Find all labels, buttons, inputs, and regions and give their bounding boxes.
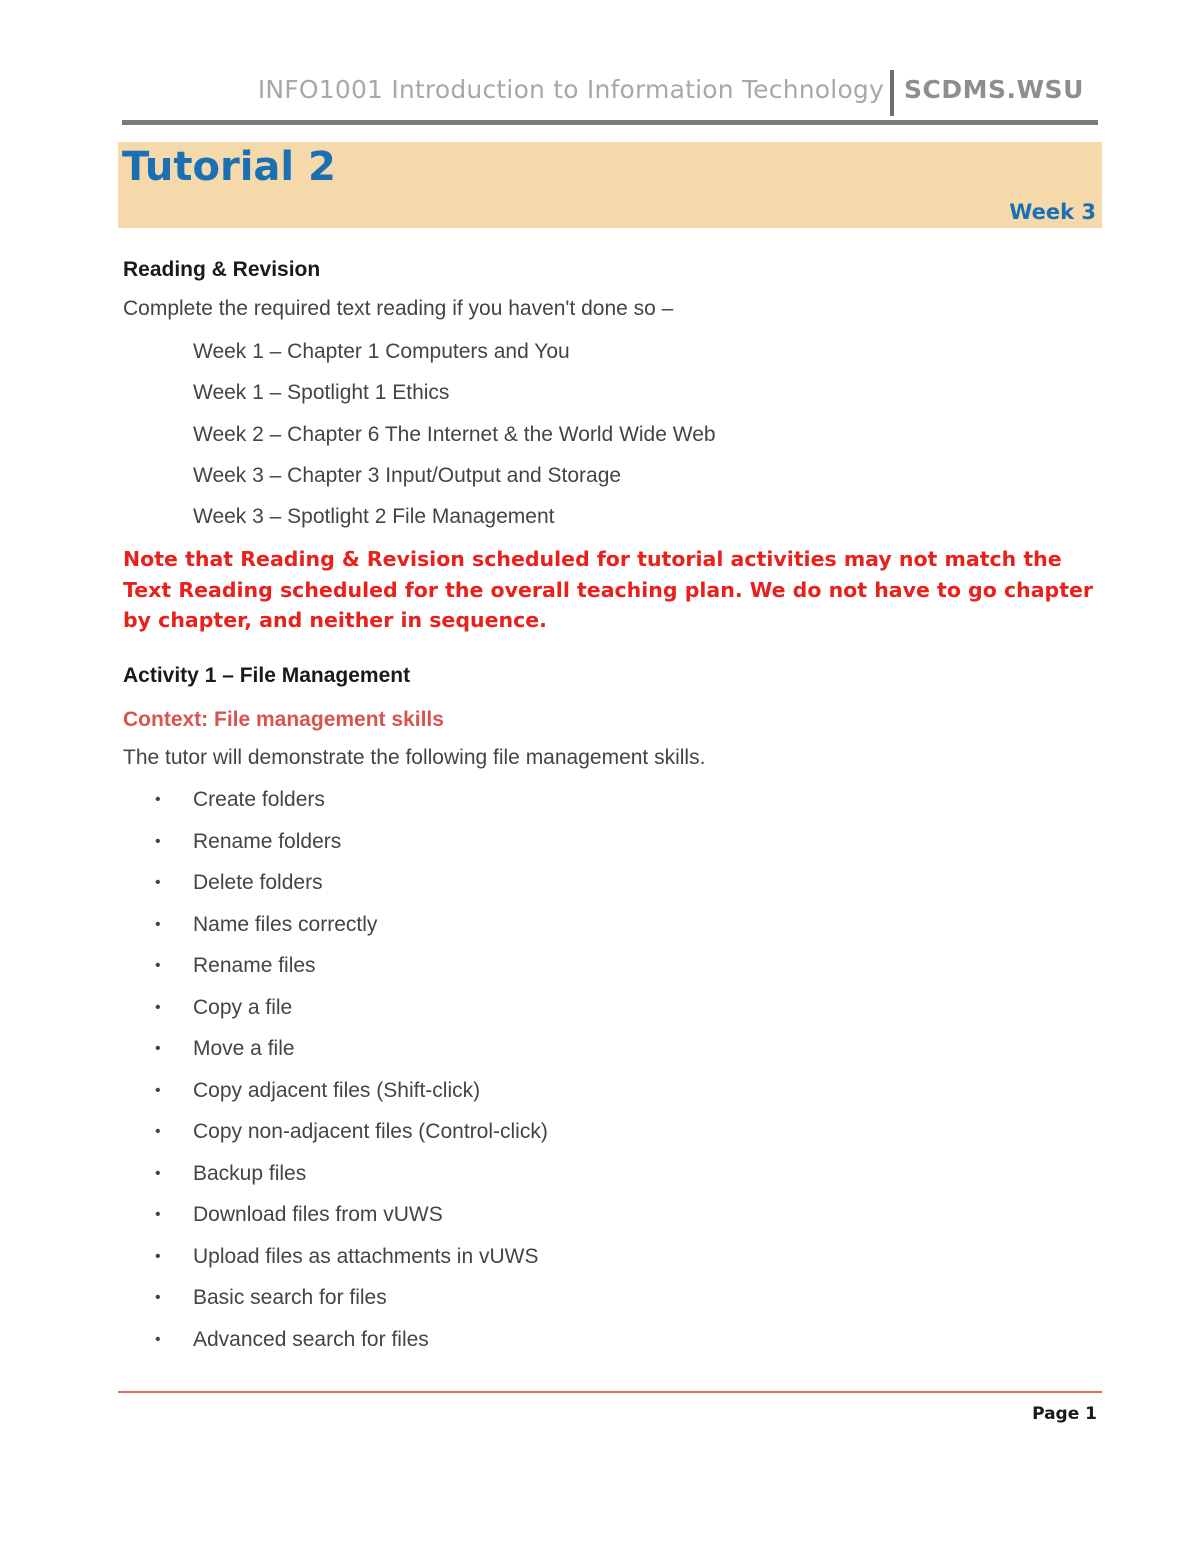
list-item	[155, 869, 548, 911]
activity-intro: The tutor will demonstrate the following file management skills.	[123, 746, 706, 769]
page-title: Tutorial 2	[122, 144, 336, 190]
list-item	[155, 1243, 548, 1285]
skill-text: Upload files as attachments in vUWS	[193, 1244, 539, 1268]
skills-list	[155, 786, 548, 1367]
bullet-icon: •	[155, 1289, 161, 1306]
note-text: scheduled for the overall teaching plan. We do not have to go chapter by chapter, and neither in sequence.	[123, 577, 1094, 632]
skill-text: Basic search for files	[193, 1286, 387, 1309]
bullet-icon: •	[155, 832, 161, 850]
reading-list	[193, 338, 716, 544]
skill-text: Backup files	[193, 1161, 307, 1185]
bullet-icon: •	[155, 957, 161, 974]
note-text: Note that	[123, 547, 241, 571]
reading-intro: Complete the required text reading if you haven't done so –	[123, 297, 674, 320]
bullet-icon: •	[155, 1123, 161, 1140]
reading-item: Week 2 – Chapter 6 The Internet & the World Wide Web	[193, 422, 716, 446]
reading-heading: Reading & Revision	[123, 258, 321, 281]
list-item	[155, 1077, 548, 1119]
note-text: scheduled for tutorial activities may not match the	[464, 547, 1062, 571]
bullet-icon: •	[155, 1081, 161, 1099]
skill-text: Copy non-adjacent files (Control-click)	[193, 1120, 548, 1143]
skill-text: Name files correctly	[193, 912, 378, 936]
skill-text: Move a file	[193, 1037, 295, 1060]
bullet-icon: •	[155, 1040, 161, 1057]
list-item	[155, 786, 548, 828]
list-item	[155, 828, 548, 870]
list-item	[155, 911, 548, 953]
week-label: Week 3	[1009, 200, 1096, 224]
reading-item: Week 1 – Chapter 1 Computers and You	[193, 340, 570, 363]
reading-item: Week 1 – Spotlight 1 Ethics	[193, 381, 450, 405]
title-banner	[118, 142, 1102, 228]
list-item	[155, 1326, 548, 1368]
org-name: SCDMS.WSU	[904, 75, 1084, 104]
reading-item: Week 3 – Spotlight 2 File Management	[193, 505, 555, 529]
skill-text: Copy a file	[193, 995, 293, 1019]
list-item	[155, 1035, 548, 1077]
context-heading: Context: File management skills	[123, 708, 444, 731]
skill-text: Advanced search for files	[193, 1327, 429, 1351]
bullet-icon: •	[155, 998, 161, 1016]
bullet-icon: •	[155, 791, 161, 808]
skill-text: Create folders	[193, 788, 325, 811]
course-title: INFO1001 Introduction to Information Technology	[257, 75, 884, 104]
skill-text: Rename folders	[193, 829, 342, 853]
footer-divider	[118, 1391, 1102, 1393]
bullet-icon: •	[155, 1164, 161, 1182]
page-header	[122, 70, 1098, 125]
header-divider	[890, 70, 894, 116]
skill-text: Copy adjacent files (Shift-click)	[193, 1078, 481, 1102]
list-item	[155, 1201, 548, 1243]
page-number: Page 1	[1032, 1404, 1097, 1424]
reading-note	[123, 544, 1103, 636]
bullet-icon: •	[155, 1330, 161, 1348]
skill-text: Delete folders	[193, 871, 323, 894]
reading-item: Week 3 – Chapter 3 Input/Output and Storage	[193, 463, 622, 487]
activity-heading: Activity 1 – File Management	[123, 664, 411, 687]
skill-text: Rename files	[193, 954, 316, 977]
note-bold-reading-revision: Reading & Revision	[240, 547, 465, 571]
list-item	[155, 952, 548, 994]
list-item	[155, 994, 548, 1036]
list-item	[155, 1284, 548, 1326]
bullet-icon: •	[155, 1206, 161, 1223]
bullet-icon: •	[155, 915, 161, 933]
list-item	[155, 1160, 548, 1202]
list-item	[155, 1118, 548, 1160]
skill-text: Download files from vUWS	[193, 1203, 443, 1226]
bullet-icon: •	[155, 874, 161, 891]
bullet-icon: •	[155, 1247, 161, 1265]
note-bold-text-reading: Text Reading	[123, 577, 273, 602]
